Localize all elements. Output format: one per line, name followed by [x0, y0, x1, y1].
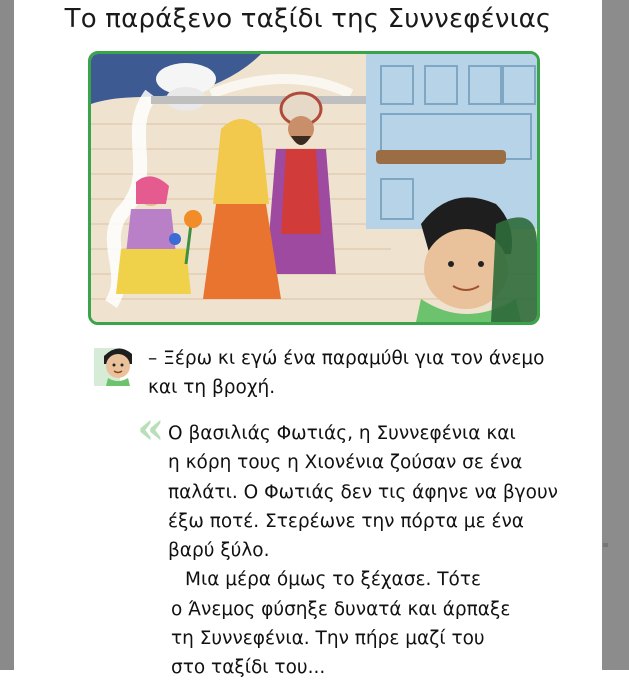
story-line: ο Άνεμος φύσηξε δυνατά και άρπαξε [171, 598, 511, 620]
story-illustration [88, 51, 540, 325]
book-page [14, 0, 602, 679]
print-speck [603, 543, 608, 547]
story-line: Μια μέρα όμως το ξέχασε. Τότε [185, 569, 481, 591]
boy-avatar-icon [94, 342, 140, 386]
story-line: έξω ποτέ. Στερέωνε την πόρτα με ένα [168, 510, 524, 532]
quote-mark-icon: « [137, 403, 165, 454]
dialogue-line: και τη βροχή. [148, 377, 276, 398]
left-page-edge [0, 0, 14, 670]
story-line: βαρύ ξύλο. [168, 540, 270, 562]
story-line: Ο βασιλιάς Φωτιάς, η Συννεφένια και [168, 423, 516, 444]
right-page-edge [602, 0, 629, 670]
story-line: παλάτι. Ο Φωτιάς δεν τις άφηνε να βγουν [168, 481, 558, 503]
story-text [168, 419, 578, 683]
story-line: τη Συννεφένια. Την πήρε μαζί του [171, 628, 485, 650]
dialogue-line: – Ξέρω κι εγώ ένα παραμύθι για τον άνεμο [148, 348, 545, 369]
dialogue-text [148, 344, 548, 402]
story-line: στο ταξίδι του... [171, 657, 326, 679]
story-line: η κόρη τους η Χιονένια ζούσαν σε ένα [168, 452, 523, 474]
page-title: Το παράξενο ταξίδι της Συννεφένιας [64, 4, 552, 34]
